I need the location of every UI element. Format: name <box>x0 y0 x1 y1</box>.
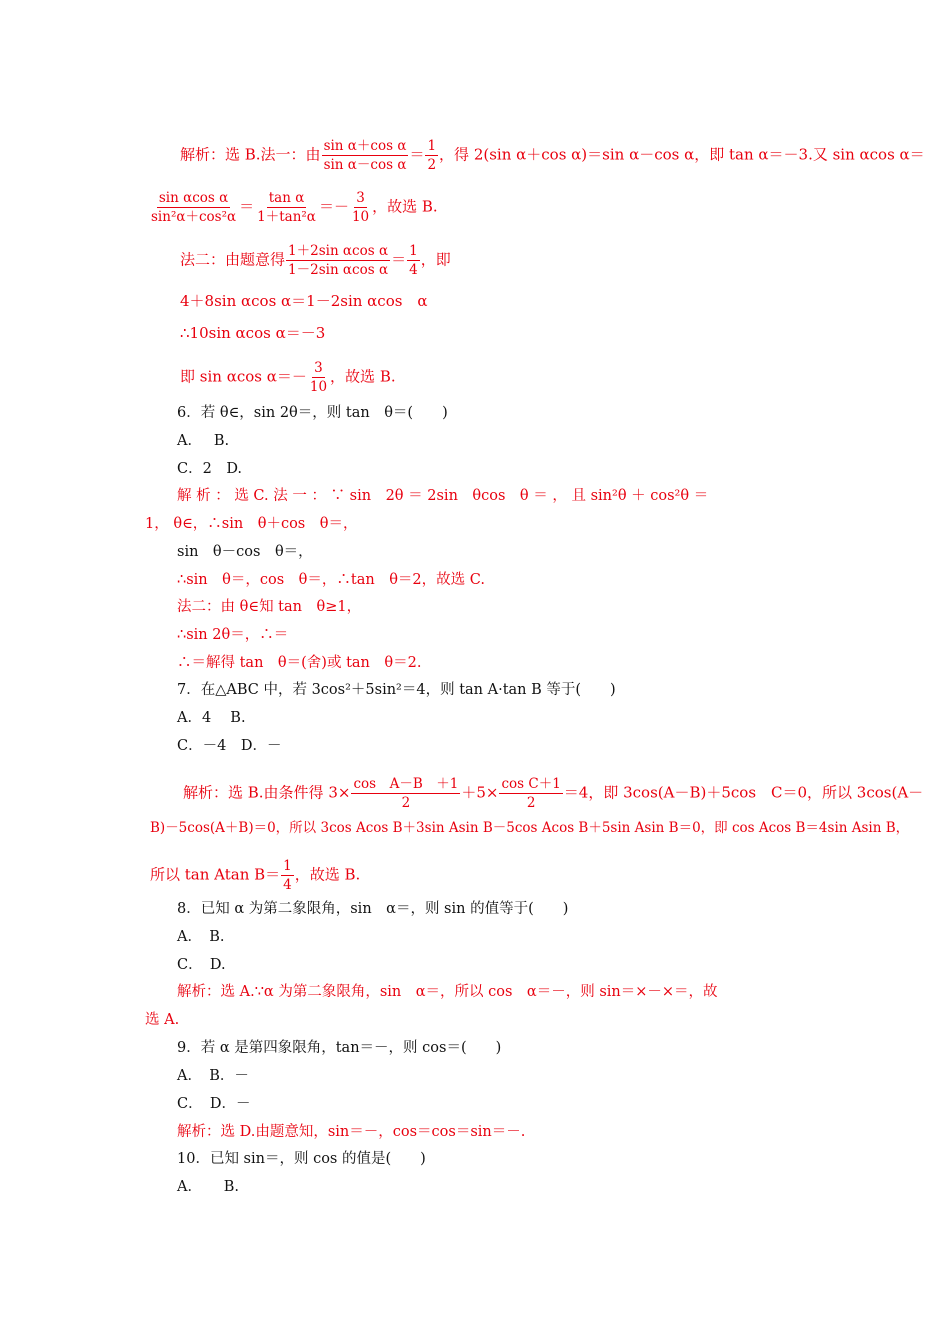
q9-options-cd: C． D．－ <box>177 1096 251 1112</box>
numerator: 1 <box>409 243 418 259</box>
fraction <box>322 138 409 173</box>
numerator: tan α <box>268 190 305 206</box>
denominator: 2 <box>526 795 536 811</box>
q9-options-ab: A． B．－ <box>177 1068 249 1084</box>
denominator: 2 <box>427 157 437 173</box>
text: ＝4，即 3cos(A－B)＋5cos C＝0，所以 3cos(A－ <box>563 783 924 802</box>
q6-solution-line-2: 1， θ∈，∴sin θ＋cos θ＝， <box>145 516 358 532</box>
fraction <box>149 190 238 225</box>
q5-solution-line-5: ∴10sin αcos α＝－3 <box>180 324 326 342</box>
denominator: sin α－cos α <box>323 157 407 173</box>
fraction <box>351 776 460 811</box>
fraction <box>308 360 329 395</box>
text: ＝ <box>239 197 255 216</box>
fraction <box>407 243 420 278</box>
numerator: cos C＋1 <box>501 776 561 792</box>
denominator: 4 <box>283 877 292 893</box>
fraction <box>425 138 438 173</box>
denominator: 1＋tan²α <box>257 209 316 225</box>
q8-options-ab: A． B. <box>177 929 225 945</box>
text: 法二：由题意得 <box>180 250 286 269</box>
q5-solution-line-6 <box>180 360 396 395</box>
denominator: 1－2sin αcos α <box>288 262 389 278</box>
q9-question: 9．若 α 是第四象限角，tan＝－，则 cos＝( ) <box>177 1040 502 1056</box>
text: ，故选 B. <box>372 197 438 216</box>
text: ＋5× <box>461 783 499 802</box>
text: ，故选 B. <box>294 865 361 884</box>
text: ＝ <box>391 250 407 269</box>
q7-solution-line-1 <box>183 776 923 811</box>
q6-solution-line-5: 法二：由 θ∈知 tan θ≥1， <box>177 599 362 615</box>
denominator: 10 <box>309 379 328 395</box>
numerator: 1 <box>427 138 437 154</box>
text: ，故选 B. <box>330 367 396 386</box>
denominator: 4 <box>409 262 418 278</box>
text: ，得 2(sin α＋cos α)＝sin α－cos α，即 tan α＝－3.又 sin αcos α＝ <box>439 145 925 164</box>
q7-question: 7．在△ABC 中，若 3cos²＋5sin²＝4，则 tan A·tan B 等于( ) <box>177 682 616 698</box>
text: 解析：选 B.法一：由 <box>180 145 321 164</box>
numerator: 3 <box>314 360 323 376</box>
fraction <box>286 243 390 278</box>
q6-solution-line-4: ∴sin θ＝，cos θ＝，∴tan θ＝2，故选 C. <box>177 572 485 588</box>
numerator: sin α＋cos α <box>323 138 407 154</box>
q5-solution-line-1 <box>180 138 925 173</box>
q7-solution-line-2: B)－5cos(A＋B)＝0，所以 3cos Acos B＋3sin Asin B－5cos Acos B＋5sin Asin B＝0，即 cos Acos B＝4sin Asin B， <box>150 820 910 836</box>
q6-options-cd: C．2 D. <box>177 461 243 477</box>
numerator: 1＋2sin αcos α <box>288 243 389 259</box>
fraction <box>255 190 318 225</box>
q9-solution-line-1: 解析：选 D.由题意知，sin＝－，cos＝cos＝sin＝－. <box>177 1124 526 1140</box>
q6-solution-line-3: sin θ－cos θ＝， <box>177 544 313 560</box>
q6-solution-line-6: ∴sin 2θ＝，∴＝ <box>177 627 289 643</box>
numerator: cos A－B ＋1 <box>353 776 459 792</box>
denominator: 10 <box>351 209 370 225</box>
numerator: 1 <box>283 858 292 874</box>
q8-solution-line-2: 选 A. <box>145 1012 180 1028</box>
q5-solution-line-3 <box>180 243 451 278</box>
q8-options-cd: C． D. <box>177 957 226 973</box>
text: 解析：选 B.由条件得 3× <box>183 783 351 802</box>
q6-solution-line-7: ∴＝解得 tan θ＝(舍)或 tan θ＝2. <box>177 655 422 671</box>
q5-solution-line-4: 4＋8sin αcos α＝1－2sin αcos α <box>180 292 428 310</box>
q8-question: 8．已知 α 为第二象限角，sin α＝，则 sin 的值等于( ) <box>177 901 569 917</box>
text: 即 sin αcos α＝－ <box>180 367 307 386</box>
text: 所以 tan Atan B＝ <box>150 865 281 884</box>
q6-options-ab: A． B. <box>177 433 230 449</box>
q10-options-ab: A． B. <box>177 1179 239 1195</box>
text: ＝ <box>409 145 425 164</box>
q8-solution-line-1: 解析：选 A.∵α 为第二象限角，sin α＝，所以 cos α＝－，则 sin＝×－×＝，故 <box>177 984 718 1000</box>
q7-options-cd: C．－4 D．－ <box>177 738 282 754</box>
fraction <box>499 776 562 811</box>
fraction <box>281 858 294 893</box>
denominator: sin²α＋cos²α <box>151 209 237 225</box>
q5-solution-line-2 <box>148 190 438 225</box>
q7-options-ab: A．4 B. <box>177 710 246 726</box>
text: ＝－ <box>318 197 349 216</box>
denominator: 2 <box>401 795 411 811</box>
q6-solution-line-1: 解 析 ： 选 C. 法 一 ： ∵ sin 2θ ＝ 2sin θcos θ ＝ ， 且 sin²θ ＋ cos²θ ＝ <box>177 488 709 504</box>
q6-question: 6．若 θ∈，sin 2θ＝，则 tan θ＝( ) <box>177 405 448 421</box>
q10-question: 10．已知 sin＝，则 cos 的值是( ) <box>177 1151 426 1167</box>
text: ，即 <box>420 250 451 269</box>
numerator: 3 <box>356 190 365 206</box>
numerator: sin αcos α <box>158 190 229 206</box>
fraction <box>350 190 371 225</box>
q7-solution-line-3 <box>150 858 360 893</box>
